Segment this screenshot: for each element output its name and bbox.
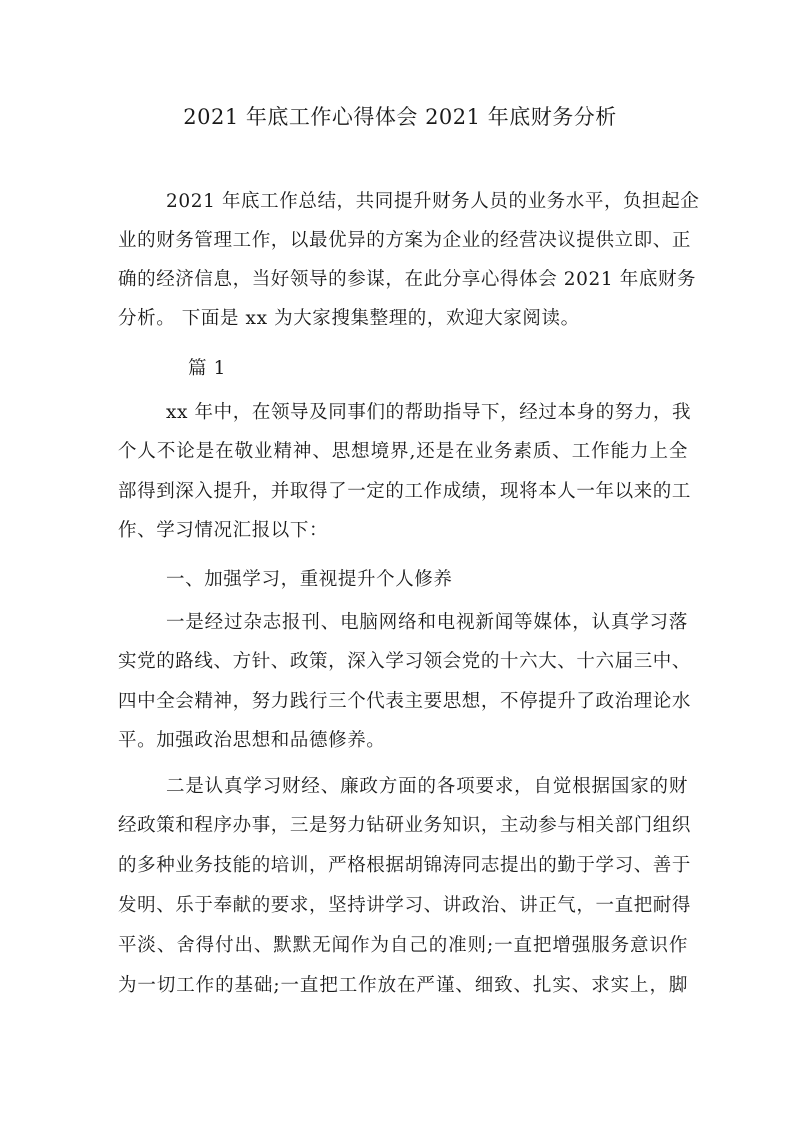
paragraph-line: 为一切工作的基础;一直把工作放在严谨、细致、扎实、求实上，脚 bbox=[118, 975, 688, 996]
section-heading: 一、加强学习，重视提升个人修养 bbox=[166, 569, 453, 590]
paragraph-line: 个人不论是在敬业精神、思想境界,还是在业务素质、工作能力上全 bbox=[118, 441, 688, 462]
paragraph-line: 实党的路线、方针、政策，深入学习领会党的十六大、十六届三中、 bbox=[118, 651, 692, 672]
paragraph-line: 分析。 下面是 xx 为大家搜集整理的，欢迎大家阅读。 bbox=[118, 308, 580, 329]
paragraph-line: 作、学习情况汇报以下： bbox=[118, 520, 329, 541]
paragraph-line: 二是认真学习财经、廉政方面的各项要求，自觉根据国家的财 bbox=[166, 776, 688, 797]
paragraph-line: 发明、乐于奉献的要求，坚持讲学习、讲政治、讲正气，一直把耐得 bbox=[118, 895, 692, 916]
paragraph-line: 业的财务管理工作，以最优异的方案为企业的经营决议提供立即、正 bbox=[118, 230, 692, 251]
paragraph-line: 2021 年底工作总结，共同提升财务人员的业务水平，负担起企 bbox=[166, 191, 700, 212]
paragraph-line: 的多种业务技能的培训，严格根据胡锦涛同志提出的勤于学习、善于 bbox=[118, 855, 692, 876]
paragraph-line: 平。加强政治思想和品德修养。 bbox=[118, 730, 386, 751]
paragraph-line: 部得到深入提升，并取得了一定的工作成绩，现将本人一年以来的工 bbox=[118, 481, 692, 502]
paragraph-line: 经政策和程序办事，三是努力钻研业务知识，主动参与相关部门组织 bbox=[118, 815, 692, 836]
paragraph-line: 确的经济信息，当好领导的参谋，在此分享心得体会 2021 年底财务 bbox=[118, 269, 697, 290]
paragraph-line: 四中全会精神，努力践行三个代表主要思想，不停提升了政治理论水 bbox=[118, 691, 692, 712]
paragraph-line: xx 年中，在领导及同事们的帮助指导下，经过本身的努力，我 bbox=[166, 402, 692, 423]
document-title: 2021 年底工作心得体会 2021 年底财务分析 bbox=[183, 105, 617, 129]
section-heading: 篇 1 bbox=[188, 358, 226, 379]
paragraph-line: 平淡、舍得付出、默默无闻作为自己的准则;一直把增强服务意识作 bbox=[118, 935, 688, 956]
paragraph-line: 一是经过杂志报刊、电脑网络和电视新闻等媒体，认真学习落 bbox=[166, 612, 688, 633]
